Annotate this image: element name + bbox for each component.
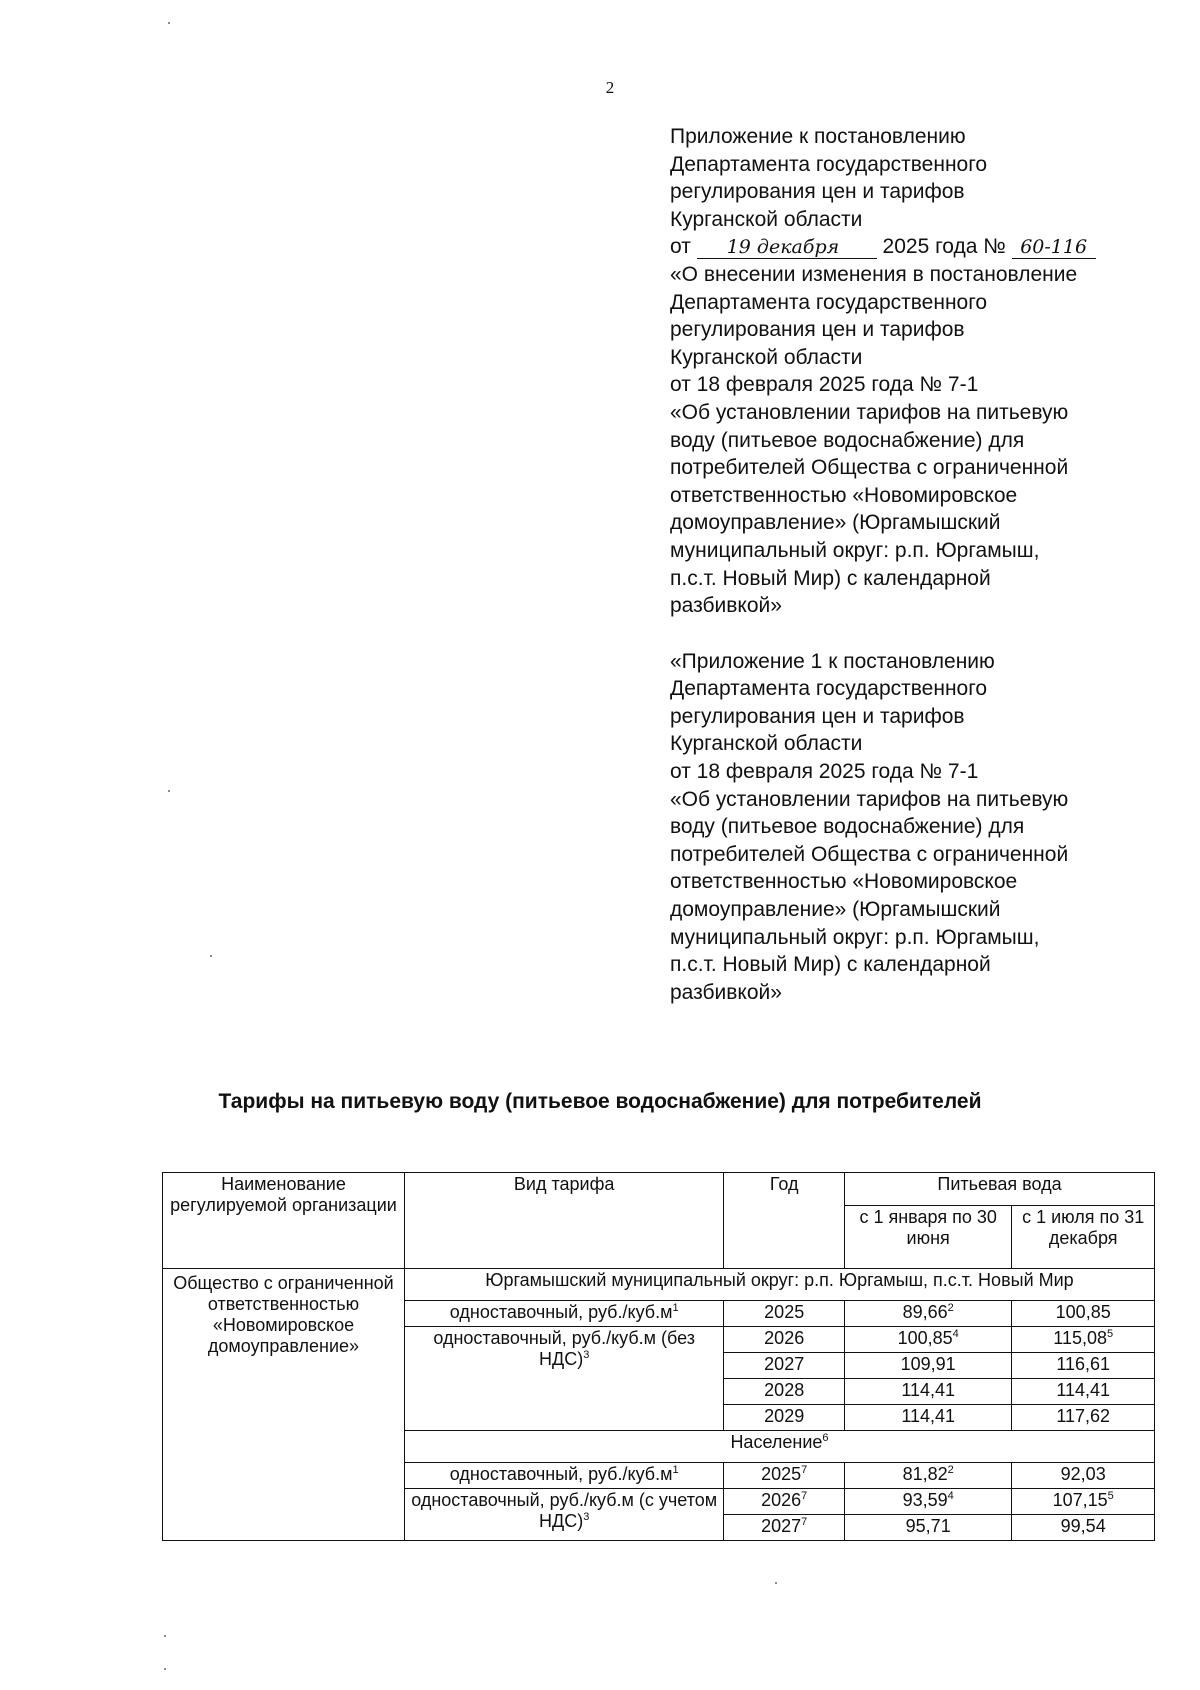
year-text: 2025 года № [882, 235, 1006, 259]
g1-r1-h2: 100,85 [1012, 1301, 1155, 1327]
g1-r3-h1: 109,91 [844, 1353, 1011, 1379]
appendix-1-bottom-lines [670, 261, 1170, 620]
g2-r2-h2: 107,15$^5$ [1012, 1489, 1155, 1515]
appendix-1-bottom-line: разбивкой» [670, 594, 782, 618]
g2-r3-year: 2027$^7$ [724, 1515, 845, 1541]
appendix-2-line: домоуправление» (Юргамышский [670, 898, 1001, 922]
organization-name: Общество с ограниченной ответственностью «Новомировское домоуправление» [163, 1269, 405, 1541]
group-2-row-1-label: одноставочный, $руб./куб.м^1$ [404, 1463, 723, 1489]
g1-r2-h1: 100,85$^4$ [844, 1327, 1011, 1353]
group-1-rows-2-label: одноставочный, руб./куб.м (без НДС)$^3$ [404, 1327, 723, 1431]
appendix-1-bottom-line: домоуправление» (Юргамышский [670, 511, 1001, 535]
g1-r5-h1: 114,41 [844, 1405, 1011, 1431]
g1-r1-h1: 89,66$^2$ [844, 1301, 1011, 1327]
appendix-2-line: потребителей Общества с ограниченной [670, 842, 1069, 866]
appendix-2-line: регулирования цен и тарифов [670, 704, 965, 728]
appendix-2-lines [670, 648, 1170, 1007]
appendix-2-line: Департамента государственного [670, 677, 988, 701]
g1-r3-year: 2027 [724, 1353, 845, 1379]
appendix-1-bottom-line: регулирования цен и тарифов [670, 318, 965, 342]
g1-r5-h2: 117,62 [1012, 1405, 1155, 1431]
appendix-1-bottom-line: Департамента государственного [670, 290, 988, 314]
appendix-2-line: п.с.т. Новый Мир) с календарной [670, 953, 991, 977]
appendix-1-bottom-line: ответственностью «Новомировское [670, 483, 1018, 507]
appendix-1-top-line: Курганской области [670, 207, 863, 231]
appendix-2-line: от 18 февраля 2025 года № 7-1 [670, 760, 979, 784]
handwritten-number: 60-116 [1012, 237, 1096, 259]
appendix-2-line: Курганской области [670, 732, 863, 756]
group-1-title: Юргамышский муниципальный округ: р.п. Юргамыш, п.с.т. Новый Мир [404, 1269, 1154, 1301]
appendix-1-top-line: Приложение к постановлению [670, 125, 966, 148]
appendix-1-top-lines [670, 123, 1170, 233]
appendix-1-bottom-line: «Об установлении тарифов на питьевую [670, 400, 1069, 424]
appendix-1-bottom-line: Курганской области [670, 345, 863, 369]
page-number: 2 [605, 78, 615, 97]
appendix-1-bottom-line: от 18 февраля 2025 года № 7-1 [670, 373, 979, 397]
appendix-1-bottom-line: муниципальный округ: р.п. Юргамыш, [670, 538, 1040, 562]
g2-r1-h1: 81,82$^2$ [844, 1463, 1011, 1489]
appendix-2-line: разбивкой» [670, 980, 782, 1004]
from-prefix: от [670, 235, 691, 259]
header-drinking-water: Питьевая вода [844, 1173, 1154, 1206]
g2-r2-year: 2026$^7$ [724, 1489, 845, 1515]
appendix-1-bottom-line: потребителей Общества с ограниченной [670, 456, 1069, 480]
g1-r3-h2: 116,61 [1012, 1353, 1155, 1379]
group-1-row-1-label: одноставочный, $руб./куб.м^1$ [404, 1301, 723, 1327]
g1-r2-h2: 115,08$^5$ [1012, 1327, 1155, 1353]
g1-r4-h2: 114,41 [1012, 1379, 1155, 1405]
table-title: Тарифы на питьевую воду (питьевое водоснабжение) для потребителей [218, 1090, 982, 1113]
header-year: Год [724, 1173, 845, 1269]
g1-r4-h1: 114,41 [844, 1379, 1011, 1405]
appendix-2-line: «Об установлении тарифов на питьевую [670, 787, 1069, 811]
g2-r3-h1: 95,71 [844, 1515, 1011, 1541]
handwritten-date: 19 декабря [697, 237, 877, 259]
tariff-table [162, 1172, 1155, 1541]
appendix-header [670, 123, 1170, 1006]
appendix-2-line: «Приложение 1 к постановлению [670, 649, 995, 673]
appendix-2-line: муниципальный округ: р.п. Юргамыш, [670, 925, 1040, 949]
g2-r1-h2: 92,03 [1012, 1463, 1155, 1489]
g2-r1-year: 2025$^7$ [724, 1463, 845, 1489]
header-tariff-type: Вид тарифа [404, 1173, 723, 1269]
g2-r3-h2: 99,54 [1012, 1515, 1155, 1541]
g1-r1-year: 2025 [724, 1301, 845, 1327]
appendix-1-bottom-line: воду (питьевое водоснабжение) для [670, 428, 1025, 452]
g1-r4-year: 2028 [724, 1379, 845, 1405]
appendix-date-line [670, 233, 1170, 261]
appendix-1-top-line: Департамента государственного [670, 152, 988, 176]
header-period-1: с 1 января по 30 июня [844, 1206, 1011, 1269]
g1-r5-year: 2029 [724, 1405, 845, 1431]
group-2-title: Население$^6$ [404, 1431, 1154, 1463]
appendix-1-bottom-line: п.с.т. Новый Мир) с календарной [670, 566, 991, 590]
g2-r2-h1: 93,59$^4$ [844, 1489, 1011, 1515]
appendix-1-bottom-line: «О внесении изменения в постановление [670, 262, 1078, 286]
g1-r2-year: 2026 [724, 1327, 845, 1353]
group-2-rows-2-label: одноставочный, руб./куб.м (с учетом НДС)$^3$ [404, 1489, 723, 1541]
appendix-2-line: воду (питьевое водоснабжение) для [670, 815, 1025, 839]
appendix-1-top-line: регулирования цен и тарифов [670, 180, 965, 204]
header-organization: Наименование регулируемой организации [163, 1173, 405, 1269]
header-period-2: с 1 июля по 31 декабря [1012, 1206, 1155, 1269]
appendix-2-line: ответственностью «Новомировское [670, 870, 1018, 894]
